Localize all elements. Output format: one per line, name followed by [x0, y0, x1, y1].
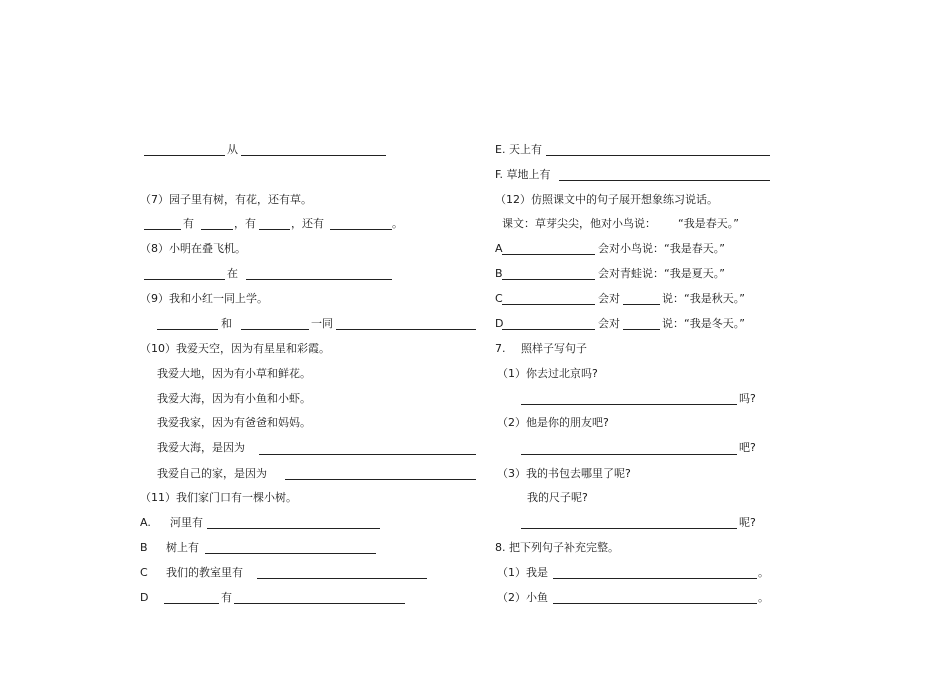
- blank-line[interactable]: [553, 578, 757, 579]
- blank-line[interactable]: [157, 329, 218, 330]
- blank-line[interactable]: [521, 404, 737, 405]
- question-10-title: （10）我爱天空，因为有星星和彩霞。: [140, 342, 330, 355]
- option-text: 说：“我是秋天。”: [662, 292, 745, 305]
- option-label: A.: [140, 516, 151, 529]
- word-you: 有: [183, 217, 194, 230]
- period: 。: [758, 591, 769, 604]
- section-7-number: 7.: [495, 342, 506, 355]
- sub-question: （3）我的书包去哪里了呢?: [497, 467, 631, 480]
- option-label: D: [140, 591, 149, 604]
- word-yitong: 一同: [311, 317, 333, 330]
- question-7-title: （7）园子里有树，有花，还有草。: [140, 193, 312, 206]
- blank-line[interactable]: [521, 528, 737, 529]
- option-text: 会对青蛙说：“我是夏天。”: [598, 267, 725, 280]
- sub-question: （2）他是你的朋友吧?: [497, 416, 609, 429]
- option-text: 会对小鸟说：“我是春天。”: [598, 242, 725, 255]
- sub-question-example: 我的尺子呢?: [527, 491, 588, 504]
- option-text: 我们的教室里有: [166, 566, 243, 579]
- option-f: F. 草地上有: [495, 168, 551, 181]
- prompt-sentence: 我爱自己的家，是因为: [157, 467, 267, 480]
- option-label: C: [140, 566, 148, 579]
- blank-line[interactable]: [259, 454, 476, 455]
- word-he: 和: [221, 317, 232, 330]
- example-sentence: 我爱我家，因为有爸爸和妈妈。: [157, 416, 311, 429]
- blank-line[interactable]: [205, 553, 376, 554]
- question-8-title: （8）小明在叠飞机。: [140, 242, 246, 255]
- blank-line[interactable]: [257, 578, 427, 579]
- blank-line[interactable]: [502, 254, 595, 255]
- blank-line[interactable]: [559, 180, 770, 181]
- blank-line[interactable]: [623, 304, 660, 305]
- option-label: B: [140, 541, 148, 554]
- question-11-title: （11）我们家门口有一棵小树。: [140, 491, 297, 504]
- blank-line[interactable]: [502, 279, 595, 280]
- blank-line[interactable]: [241, 329, 309, 330]
- blank-line[interactable]: [164, 603, 219, 604]
- blank-line[interactable]: [285, 479, 476, 480]
- question-12-title: （12）仿照课文中的句子展开想象练习说话。: [495, 193, 718, 206]
- sub-question: （1）我是: [497, 566, 548, 579]
- blank-line[interactable]: [201, 229, 233, 230]
- blank-line[interactable]: [207, 528, 380, 529]
- blank-line[interactable]: [546, 155, 770, 156]
- option-e: E. 天上有: [495, 143, 542, 156]
- option-text: 说：“我是冬天。”: [662, 317, 745, 330]
- blank-line[interactable]: [502, 329, 595, 330]
- blank-line[interactable]: [553, 603, 757, 604]
- question-ending: 吗?: [739, 392, 756, 405]
- option-text: 有: [221, 591, 232, 604]
- blank-line[interactable]: [144, 279, 225, 280]
- question-9-title: （9）我和小红一同上学。: [140, 292, 268, 305]
- option-label: B: [495, 267, 503, 280]
- example-sentence: 我爱大海，因为有小鱼和小虾。: [157, 392, 311, 405]
- blank-line[interactable]: [623, 329, 660, 330]
- word-cong: 从: [227, 143, 238, 156]
- blank-line[interactable]: [246, 279, 392, 280]
- example-text: 课文：草芽尖尖，他对小鸟说：: [502, 217, 656, 230]
- option-text: 树上有: [166, 541, 199, 554]
- blank-line[interactable]: [144, 229, 181, 230]
- blank-line[interactable]: [259, 229, 290, 230]
- blank-line[interactable]: [502, 304, 595, 305]
- word-you-2: ，有: [234, 217, 256, 230]
- blank-line[interactable]: [336, 329, 476, 330]
- prompt-sentence: 我爱大海，是因为: [157, 441, 245, 454]
- option-label: C: [495, 292, 503, 305]
- period: 。: [392, 217, 403, 230]
- blank-line[interactable]: [144, 155, 225, 156]
- blank-line[interactable]: [241, 155, 386, 156]
- blank-line[interactable]: [521, 454, 737, 455]
- option-label: A: [495, 242, 503, 255]
- option-label: D: [495, 317, 504, 330]
- word-zai: 在: [227, 267, 238, 280]
- option-text: 会对: [598, 292, 620, 305]
- word-haiyou: ，还有: [291, 217, 324, 230]
- period: 。: [758, 566, 769, 579]
- example-sentence: 我爱大地，因为有小草和鲜花。: [157, 367, 311, 380]
- question-ending: 吧?: [739, 441, 756, 454]
- question-ending: 呢?: [739, 516, 756, 529]
- example-quote: “我是春天。”: [678, 217, 739, 230]
- blank-line[interactable]: [330, 229, 392, 230]
- section-7-title: 照样子写句子: [521, 342, 587, 355]
- section-8-title: 8. 把下列句子补充完整。: [495, 541, 619, 554]
- option-text: 河里有: [170, 516, 203, 529]
- sub-question: （2）小鱼: [497, 591, 548, 604]
- option-text: 会对: [598, 317, 620, 330]
- sub-question: （1）你去过北京吗?: [497, 367, 598, 380]
- blank-line[interactable]: [234, 603, 405, 604]
